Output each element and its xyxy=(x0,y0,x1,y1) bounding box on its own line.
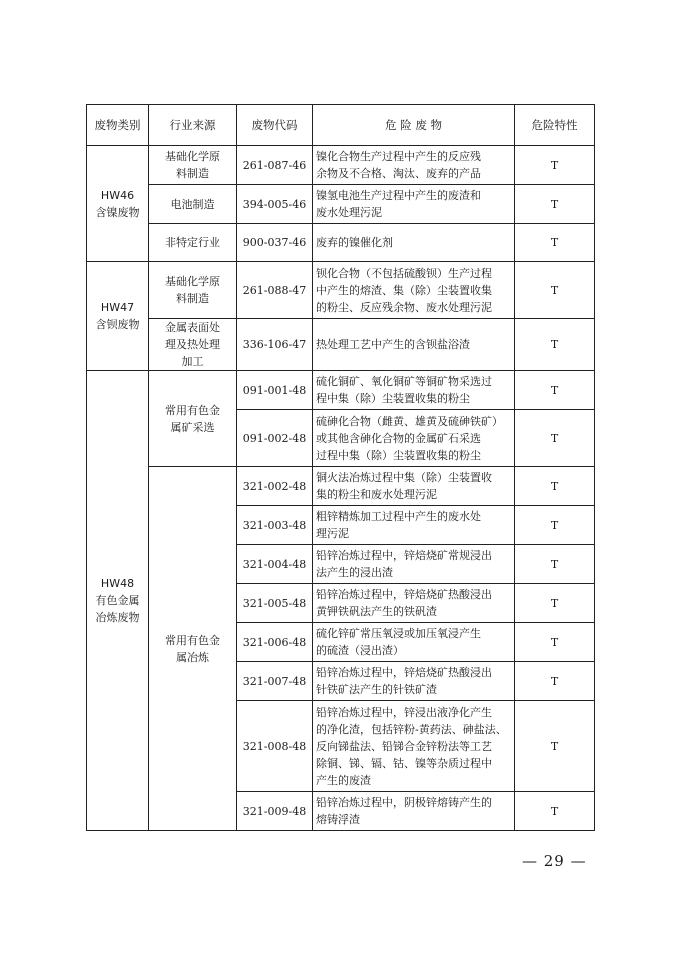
description-line: 法产生的浸出渣 xyxy=(316,566,393,579)
waste-description-cell xyxy=(313,662,515,701)
source-line: 理及热处理 xyxy=(165,338,220,351)
waste-description-cell xyxy=(313,224,515,262)
description-line: 铅锌冶炼过程中，锌焙烧矿热酸浸出 xyxy=(316,666,492,679)
description-line: 废弃的镍催化剂 xyxy=(316,236,393,249)
waste-description-cell xyxy=(313,371,515,410)
waste-code-cell: 900-037-46 xyxy=(237,224,313,262)
description-line: 硫砷化合物（雌黄、雄黄及硫砷铁矿） xyxy=(316,414,503,428)
waste-category-cell xyxy=(87,146,149,262)
waste-code-cell: 321-007-48 xyxy=(237,662,313,701)
waste-category-cell xyxy=(87,371,149,831)
waste-description-cell xyxy=(313,262,515,319)
description-line: 铅锌冶炼过程中，锌浸出液净化产生 xyxy=(316,705,492,719)
waste-description-cell xyxy=(313,146,515,185)
category-line: 含镍废物 xyxy=(95,205,140,219)
description-line: 镍氢电池生产过程中产生的废渣和 xyxy=(316,189,481,202)
waste-description-cell xyxy=(313,185,515,224)
header-code: 废物代码 xyxy=(237,105,313,146)
waste-description-cell xyxy=(313,792,515,831)
category-line: HW48 xyxy=(100,577,135,590)
description-line: 黄钾铁矾法产生的铁矾渣 xyxy=(316,605,437,618)
source-line: 常用有色金 xyxy=(165,633,220,647)
hazardous-waste-table xyxy=(86,104,595,831)
description-line: 中产生的熔渣、集（除）尘装置收集 xyxy=(316,283,492,297)
industry-source-cell xyxy=(149,319,237,371)
industry-source-cell xyxy=(149,262,237,319)
source-line: 常用有色金 xyxy=(165,403,220,417)
waste-code-cell: 261-088-47 xyxy=(237,262,313,319)
waste-code-cell: 321-009-48 xyxy=(237,792,313,831)
description-line: 除铜、锑、镉、钴、镍等杂质过程中 xyxy=(316,756,492,770)
hazard-characteristic-cell: T xyxy=(515,410,595,467)
waste-description-cell xyxy=(313,319,515,371)
industry-source-cell xyxy=(149,467,237,831)
source-line: 料制造 xyxy=(176,292,209,305)
waste-description-cell xyxy=(313,623,515,662)
waste-code-cell: 261-087-46 xyxy=(237,146,313,185)
category-line: 有色金属 xyxy=(95,594,140,607)
description-line: 铅锌冶炼过程中，锌焙烧矿常规浸出 xyxy=(316,549,492,562)
hazard-characteristic-cell: T xyxy=(515,224,595,262)
description-line: 熔铸浮渣 xyxy=(316,813,360,826)
description-line: 集的粉尘和废水处理污泥 xyxy=(316,488,437,501)
hazard-characteristic-cell: T xyxy=(515,371,595,410)
industry-source-cell xyxy=(149,224,237,262)
source-line: 金属表面处 xyxy=(165,321,220,334)
header-category: 废物类别 xyxy=(87,105,149,146)
description-line: 程中集（除）尘装置收集的粉尘 xyxy=(316,392,470,405)
table-row xyxy=(87,262,595,319)
hazard-characteristic-cell: T xyxy=(515,584,595,623)
waste-code-cell: 321-002-48 xyxy=(237,467,313,506)
header-source: 行业来源 xyxy=(149,105,237,146)
industry-source-cell xyxy=(149,146,237,185)
hazard-characteristic-cell: T xyxy=(515,792,595,831)
source-line: 电池制造 xyxy=(170,197,215,211)
description-line: 针铁矿法产生的针铁矿渣 xyxy=(316,683,437,696)
description-line: 硫化锌矿常压氧浸或加压氧浸产生 xyxy=(316,627,481,640)
page-number: — 29 — xyxy=(522,852,587,870)
header-characteristic: 危险特性 xyxy=(515,105,595,146)
hazard-characteristic-cell: T xyxy=(515,506,595,545)
header-waste: 危 险 废 物 xyxy=(313,105,515,146)
description-line: 余物及不合格、淘汰、废弃的产品 xyxy=(316,167,481,180)
category-line: 含钡废物 xyxy=(95,318,140,331)
waste-description-cell xyxy=(313,410,515,467)
description-line: 或其他含砷化合物的金属矿石采选 xyxy=(316,431,481,445)
waste-code-cell: 321-003-48 xyxy=(237,506,313,545)
description-line: 铅锌冶炼过程中，锌焙烧矿热酸浸出 xyxy=(316,588,492,601)
description-line: 的硫渣（浸出渣） xyxy=(316,644,404,657)
hazard-characteristic-cell: T xyxy=(515,467,595,506)
hazard-characteristic-cell: T xyxy=(515,662,595,701)
description-line: 粗锌精炼加工过程中产生的废水处 xyxy=(316,510,481,523)
waste-code-cell: 091-002-48 xyxy=(237,410,313,467)
table-row xyxy=(87,146,595,185)
source-line: 加工 xyxy=(181,355,204,368)
description-line: 钡化合物（不包括硫酸钡）生产过程 xyxy=(316,266,492,280)
waste-code-cell: 394-005-46 xyxy=(237,185,313,224)
table-row xyxy=(87,224,595,262)
waste-description-cell xyxy=(313,467,515,506)
hazard-characteristic-cell: T xyxy=(515,185,595,224)
waste-code-cell: 321-005-48 xyxy=(237,584,313,623)
hazard-characteristic-cell: T xyxy=(515,146,595,185)
hazard-characteristic-cell: T xyxy=(515,319,595,371)
table-body xyxy=(87,146,595,831)
waste-code-cell: 321-004-48 xyxy=(237,545,313,584)
source-line: 基础化学原 xyxy=(165,275,220,288)
description-line: 废水处理污泥 xyxy=(316,206,382,219)
hazard-characteristic-cell: T xyxy=(515,545,595,584)
category-line: HW46 xyxy=(100,188,135,202)
hazard-characteristic-cell: T xyxy=(515,701,595,792)
category-line: 冶炼废物 xyxy=(95,611,140,624)
waste-description-cell xyxy=(313,701,515,792)
hazard-characteristic-cell: T xyxy=(515,262,595,319)
source-line: 非特定行业 xyxy=(165,236,220,249)
description-line: 反向锑盐法、铅锑合金锌粉法等工艺 xyxy=(316,739,492,753)
industry-source-cell xyxy=(149,371,237,467)
source-line: 基础化学原 xyxy=(165,150,220,163)
description-line: 铅锌冶炼过程中，阴极锌熔铸产生的 xyxy=(316,796,492,809)
table-row xyxy=(87,319,595,371)
table-header-row xyxy=(87,105,595,146)
description-line: 热处理工艺中产生的含钡盐浴渣 xyxy=(316,338,470,351)
description-line: 铜火法冶炼过程中集（除）尘装置收 xyxy=(316,471,492,484)
table-row xyxy=(87,371,595,410)
description-line: 过程中集（除）尘装置收集的粉尘 xyxy=(316,448,481,462)
category-line: HW47 xyxy=(100,301,135,314)
waste-description-cell xyxy=(313,584,515,623)
description-line: 的粉尘、反应残余物、废水处理污泥 xyxy=(316,300,492,314)
waste-code-cell: 091-001-48 xyxy=(237,371,313,410)
source-line: 属冶炼 xyxy=(176,650,209,664)
table-row xyxy=(87,185,595,224)
industry-source-cell xyxy=(149,185,237,224)
waste-description-cell xyxy=(313,545,515,584)
description-line: 产生的废渣 xyxy=(316,773,371,787)
source-line: 属矿采选 xyxy=(170,420,215,434)
waste-category-cell xyxy=(87,262,149,371)
source-line: 料制造 xyxy=(176,167,209,180)
waste-description-cell xyxy=(313,506,515,545)
description-line: 的净化渣，包括锌粉-黄药法、砷盐法、 xyxy=(316,722,507,736)
waste-code-cell: 321-008-48 xyxy=(237,701,313,792)
table-row xyxy=(87,467,595,506)
waste-code-cell: 321-006-48 xyxy=(237,623,313,662)
waste-code-cell: 336-106-47 xyxy=(237,319,313,371)
description-line: 硫化铜矿、氧化铜矿等铜矿物采选过 xyxy=(316,375,492,388)
description-line: 理污泥 xyxy=(316,527,349,540)
hazard-characteristic-cell: T xyxy=(515,623,595,662)
description-line: 镍化合物生产过程中产生的反应残 xyxy=(316,150,481,163)
